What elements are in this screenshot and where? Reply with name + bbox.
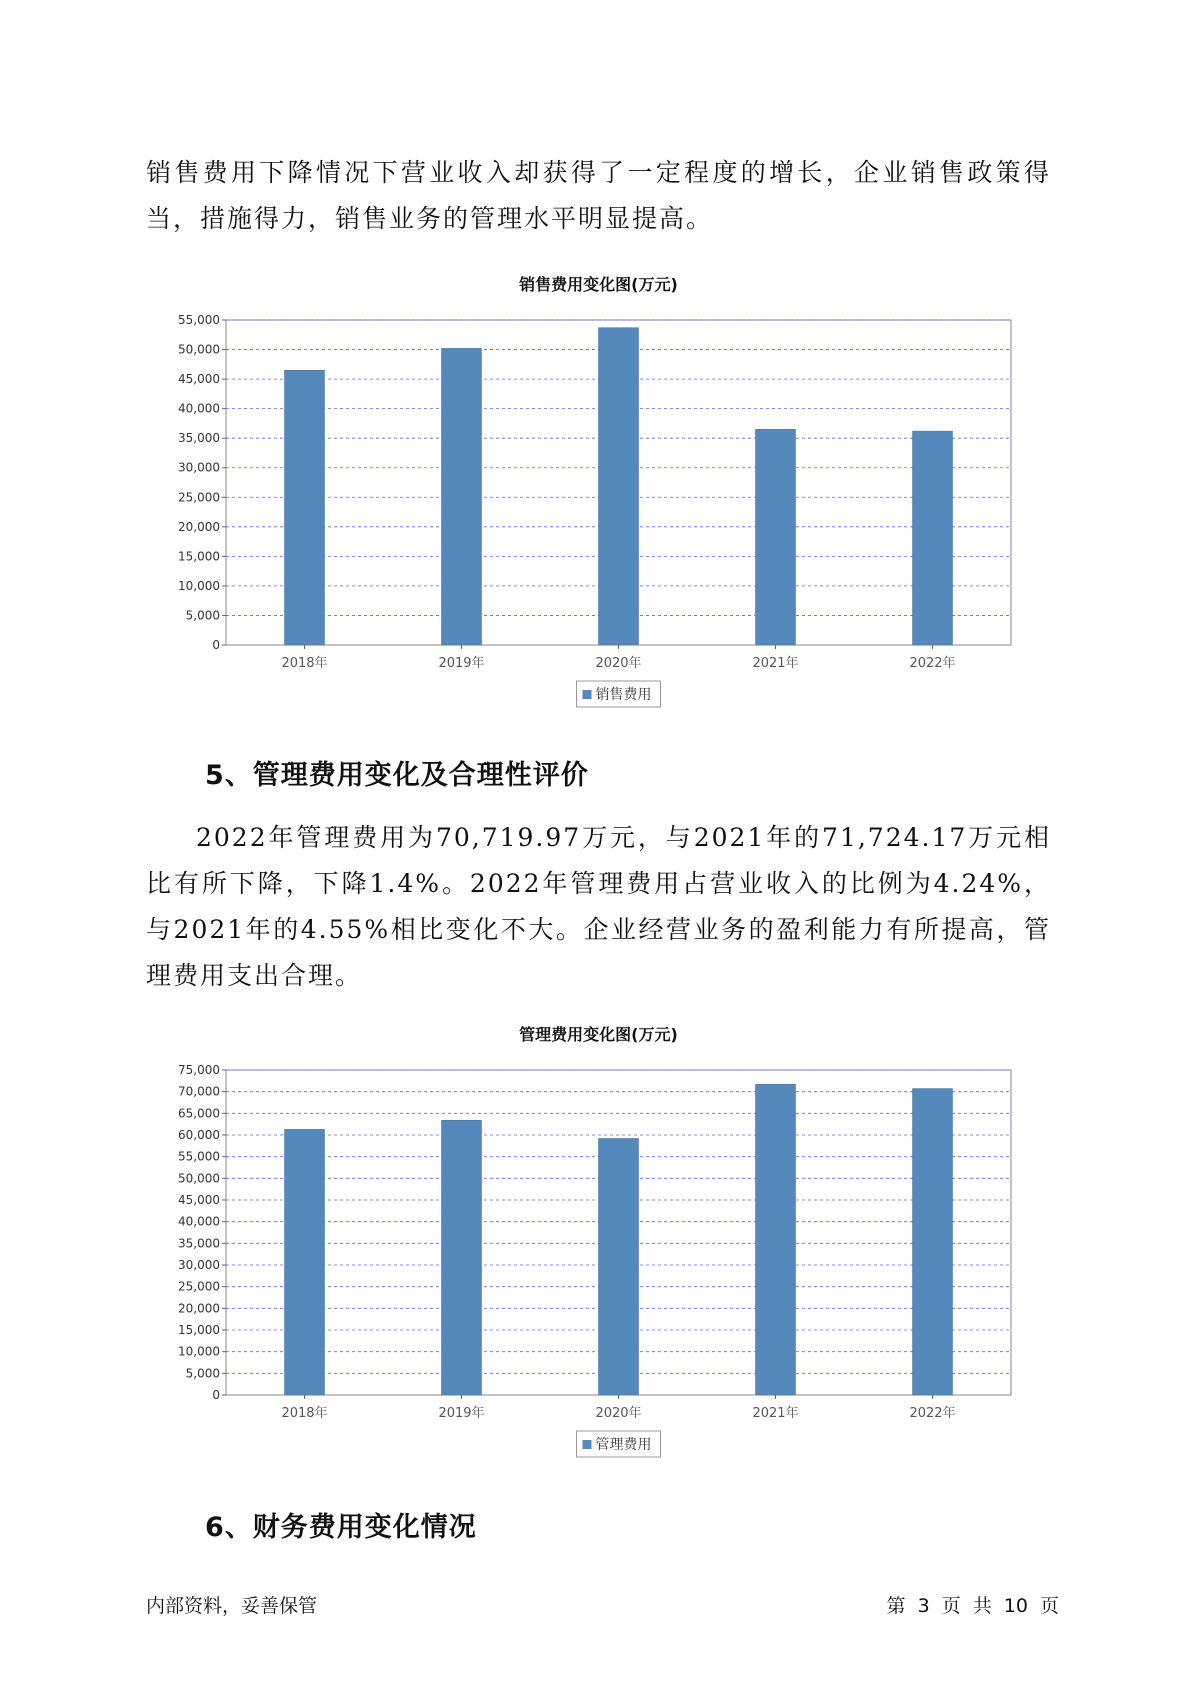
y-tick-label: 15,000 <box>178 1323 220 1337</box>
y-tick-label: 45,000 <box>178 372 220 387</box>
x-tick-label: 2020年 <box>595 656 642 671</box>
y-tick-label: 20,000 <box>178 519 220 534</box>
footer-confidential: 内部资料，妥善保管 <box>146 1595 318 1617</box>
sales-chart-title: 销售费用变化图(万元) <box>519 275 678 294</box>
y-tick-label: 50,000 <box>178 1171 220 1186</box>
x-tick-label: 2021年 <box>752 1406 799 1421</box>
y-tick-label: 60,000 <box>178 1128 220 1142</box>
section5-heading: 5、管理费用变化及合理性评价 <box>205 760 589 791</box>
legend-swatch <box>583 690 592 699</box>
y-tick-label: 25,000 <box>178 490 220 505</box>
x-tick-label: 2018年 <box>281 656 328 671</box>
y-tick-label: 35,000 <box>178 1236 220 1251</box>
intro-paragraph: 销售费用下降情况下营业收入却获得了一定程度的增长，企业销售政策得当，措施得力，销售业务的管理水平明显提高。 <box>146 158 1051 233</box>
x-tick-label: 2021年 <box>752 656 799 671</box>
legend <box>577 681 661 707</box>
y-tick-label: 70,000 <box>178 1084 220 1099</box>
sales-expense-chart-svg <box>146 300 1051 720</box>
x-tick-label: 2019年 <box>438 1406 485 1421</box>
y-tick-label: 65,000 <box>178 1106 220 1121</box>
sales-expense-chart <box>146 300 1051 720</box>
section6-heading: 6、财务费用变化情况 <box>205 1512 477 1543</box>
x-tick-label: 2020年 <box>595 1406 642 1421</box>
bar <box>599 1138 639 1395</box>
y-tick-label: 5,000 <box>185 1366 220 1381</box>
legend-label: 管理费用 <box>595 1437 652 1453</box>
y-tick-label: 50,000 <box>178 342 220 357</box>
bar <box>756 429 796 645</box>
y-tick-label: 0 <box>212 1388 220 1402</box>
y-tick-label: 25,000 <box>178 1279 220 1294</box>
admin-chart-title: 管理费用变化图(万元) <box>519 1025 678 1044</box>
footer-page-number: 第 3 页 共 10 页 <box>886 1595 1059 1617</box>
admin-expense-chart-svg <box>146 1050 1051 1470</box>
y-tick-label: 40,000 <box>178 401 220 416</box>
y-tick-label: 10,000 <box>178 578 220 593</box>
bar <box>599 328 639 645</box>
x-tick-label: 2018年 <box>281 1406 328 1421</box>
y-tick-label: 20,000 <box>178 1301 220 1316</box>
bar <box>913 431 953 645</box>
y-tick-label: 15,000 <box>178 549 220 564</box>
y-tick-label: 55,000 <box>178 313 220 327</box>
y-tick-label: 30,000 <box>178 460 220 475</box>
bar <box>442 348 482 645</box>
admin-expense-chart <box>146 1050 1051 1470</box>
bar <box>756 1084 796 1395</box>
legend-label: 销售费用 <box>595 687 652 703</box>
y-tick-label: 35,000 <box>178 431 220 446</box>
bar <box>285 1129 325 1395</box>
y-tick-label: 30,000 <box>178 1258 220 1272</box>
x-tick-label: 2022年 <box>909 656 956 671</box>
y-tick-label: 75,000 <box>178 1063 220 1077</box>
y-tick-label: 40,000 <box>178 1214 220 1229</box>
y-tick-label: 10,000 <box>178 1344 220 1359</box>
section5-paragraph: 2022年管理费用为70,719.97万元，与2021年的71,724.17万元相比有所下降，下降1.4%。2022年管理费用占营业收入的比例为4.24%，与2021年的4.55%相比变化不大。企业经营业务的盈利能力有所提高，管理费用支出合理。 <box>146 823 1051 990</box>
bar <box>285 370 325 645</box>
x-tick-label: 2019年 <box>438 656 485 671</box>
y-tick-label: 5,000 <box>185 608 220 623</box>
x-tick-label: 2022年 <box>909 1406 956 1421</box>
y-tick-label: 55,000 <box>178 1149 220 1164</box>
bar <box>442 1120 482 1395</box>
legend <box>577 1431 661 1457</box>
y-tick-label: 45,000 <box>178 1193 220 1207</box>
y-tick-label: 0 <box>212 638 220 652</box>
bar <box>913 1089 953 1395</box>
legend-swatch <box>583 1440 592 1449</box>
